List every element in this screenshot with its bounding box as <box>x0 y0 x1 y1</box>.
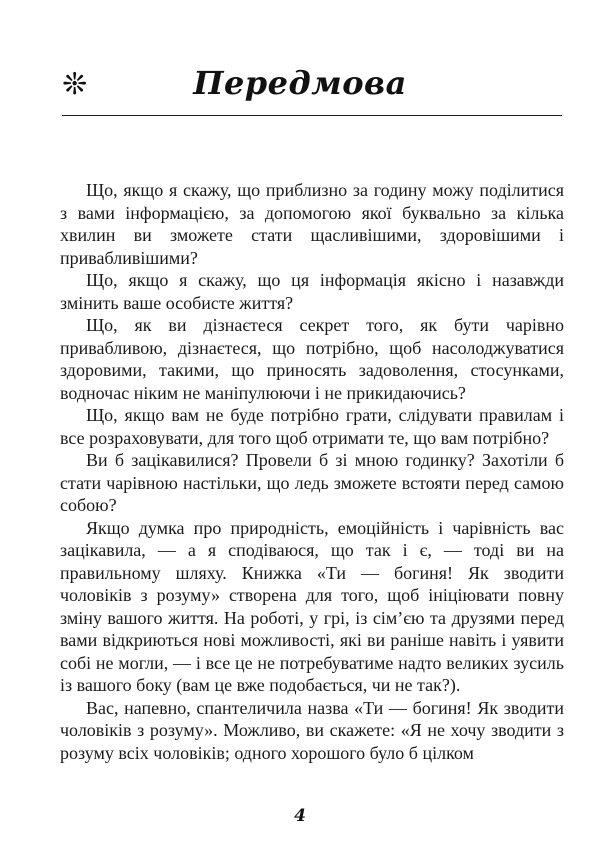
asterisk-ornament-icon: ❊ <box>62 67 88 102</box>
page-number: 4 <box>294 806 306 826</box>
paragraph: Що, якщо я скажу, що приблизно за годину можу поділитися з вами інформацією, за допомогою якої буквально за кілька хвилин ви зможете стати щасливішими, здоровішими і привабливішими? <box>60 180 564 268</box>
paragraph: Що, якщо вам не буде потрібно грати, слідувати правилам і все розраховувати, для того щоб отримати те, що вам потрібно? <box>60 405 564 448</box>
paragraph: Якщо думка про природність, емоційність і чарівність вас зацікавила, — а я сподіваюся, що так і є, — тоді ви на правильному шляху. Книжка «Ти — богиня! Як зводити чоловіків з розуму» створена для того, щоб ініціювати повну зміну вашого життя. На роботі, у грі, із сім’єю та друзями перед вами відкриються нові можливості, які ви раніше навіть і уявити собі не могли, — і все це не потребуватиме надто великих зусиль із вашого боку (вам це вже подобається, чи не так?). <box>60 517 564 695</box>
page-title: Передмова <box>193 64 407 102</box>
title-divider <box>62 115 562 116</box>
paragraph: Вас, напевно, спантеличила назва «Ти — богиня! Як зводити чоловіків з розуму». Можливо, ви скажете: «Я не хочу зводити з розуму всіх чоловіків; одного хорошого було б цілком <box>60 697 564 763</box>
body-text <box>60 179 564 764</box>
paragraph: Що, як ви дізнаєтеся секрет того, як бути чарівно привабливою, дізнаєтеся, що потрібно, щоб насолоджуватися здоровими, такими, що приносять задоволення, стосунками, водночас ніким не маніпулюючи і не прикидаючись? <box>60 315 564 403</box>
paragraph: Ви б зацікавилися? Провели б зі мною годинку? Захотіли б стати чарівною настільки, що ледь зможете встояти перед самою собою? <box>60 450 564 515</box>
paragraph: Що, якщо я скажу, що ця інформація якісно і назавжди змінить ваше особисте життя? <box>60 270 564 313</box>
